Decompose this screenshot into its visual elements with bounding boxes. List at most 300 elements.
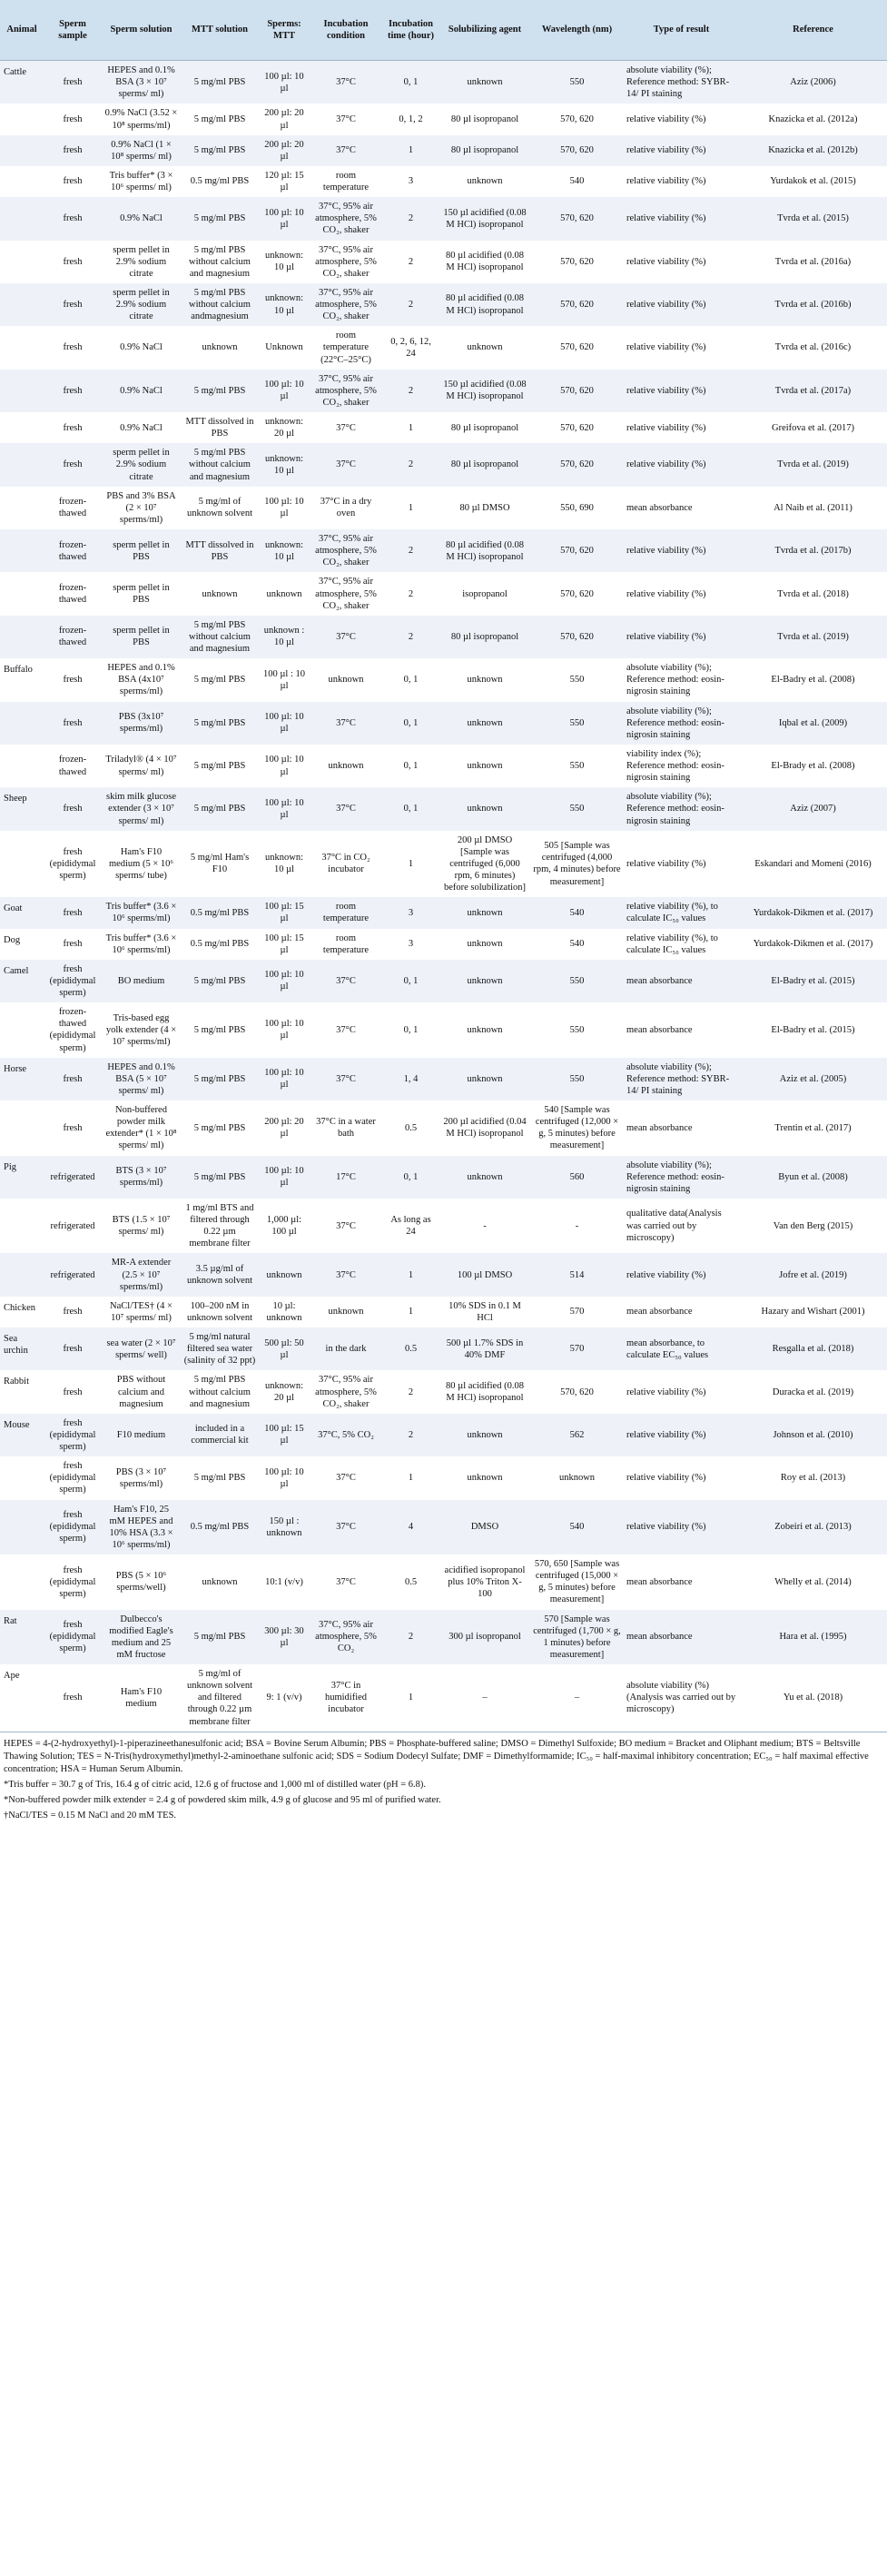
reference-cell: Greifova et al. (2017) — [739, 412, 887, 443]
incubation-condition-cell: 37°C, 95% air atmosphere, 5% CO₂, shaker — [310, 572, 382, 615]
reference-cell: Tvrda et al. (2015) — [739, 197, 887, 240]
mtt-solution-cell: 5 mg/ml PBS — [181, 960, 259, 1002]
result-type-cell: relative viability (%) — [624, 616, 739, 658]
sample-cell: fresh — [44, 412, 102, 443]
reference-cell: Hara et al. (1995) — [739, 1610, 887, 1665]
mtt-solution-cell: unknown — [181, 1554, 259, 1610]
result-type-cell: mean absorbance, to calculate EC₅₀ values — [624, 1327, 739, 1370]
incubation-condition-cell: 37°C in a water bath — [310, 1100, 382, 1156]
table-row — [0, 1610, 887, 1665]
sample-cell: frozen-thawed — [44, 529, 102, 572]
ratio-cell: 10 µl: unknown — [259, 1297, 310, 1327]
incubation-condition-cell: 37°C in a dry oven — [310, 487, 382, 529]
mtt-solution-cell: 5 mg/ml of unknown solvent and filtered through 0.22 µm membrane filter — [181, 1664, 259, 1732]
incubation-condition-cell: 37°C — [310, 1554, 382, 1610]
incubation-time-cell: 0, 1 — [382, 61, 439, 104]
reference-cell: Resgalla et al. (2018) — [739, 1327, 887, 1370]
table-row — [0, 1002, 887, 1058]
wavelength-cell: 570 — [530, 1327, 624, 1370]
sperm-solution-cell: Ham's F10, 25 mM HEPES and 10% HSA (3.3 × 10⁶ sperms/ml) — [102, 1500, 181, 1555]
incubation-time-cell: 2 — [382, 443, 439, 486]
ratio-cell: 120 µl: 15 µl — [259, 166, 310, 197]
table-row — [0, 370, 887, 412]
wavelength-cell: 550 — [530, 745, 624, 787]
table-row — [0, 197, 887, 240]
incubation-time-cell: 0.5 — [382, 1100, 439, 1156]
solubilizing-agent-cell: 200 µl acidified (0.04 M HCl) isopropanol — [439, 1100, 530, 1156]
wavelength-cell: 570, 620 — [530, 241, 624, 283]
mtt-solution-cell: 5 mg/ml PBS — [181, 658, 259, 701]
wavelength-cell: 514 — [530, 1253, 624, 1296]
sperm-solution-cell: PBS (3 × 10⁷ sperms/ml) — [102, 1456, 181, 1499]
table-row — [0, 166, 887, 197]
table-row — [0, 241, 887, 283]
animal-cell: Goat — [0, 897, 44, 928]
incubation-time-cell: 0, 2, 6, 12, 24 — [382, 326, 439, 369]
sperm-solution-cell: 0.9% NaCl — [102, 197, 181, 240]
incubation-time-cell: 0, 1 — [382, 960, 439, 1002]
ratio-cell: 100 µl: 10 µl — [259, 1058, 310, 1100]
reference-cell: Tvrda et al. (2017b) — [739, 529, 887, 572]
wavelength-cell: 540 [Sample was centrifuged (12,000 × g, 5 minutes) before measurement] — [530, 1100, 624, 1156]
sample-cell: fresh — [44, 1100, 102, 1156]
result-type-cell: absolute viability (%) (Analysis was carried out by microscopy) — [624, 1664, 739, 1732]
reference-cell: Zobeiri et al. (2013) — [739, 1500, 887, 1555]
ratio-cell: 200 µl: 20 µl — [259, 104, 310, 134]
reference-cell: Jofre et al. (2019) — [739, 1253, 887, 1296]
wavelength-cell: 570, 650 [Sample was centrifuged (15,000 × g, 5 minutes) before measurement] — [530, 1554, 624, 1610]
solubilizing-agent-cell: 80 µl acidified (0.08 M HCl) isopropanol — [439, 241, 530, 283]
wavelength-cell: unknown — [530, 1456, 624, 1499]
mtt-solution-cell: 5 mg/ml PBS without calcium andmagnesium — [181, 283, 259, 326]
sperm-solution-cell: PBS (3x10⁷ sperms/ml) — [102, 702, 181, 745]
mtt-solution-cell: 5 mg/ml PBS — [181, 1610, 259, 1665]
result-type-cell: relative viability (%) — [624, 104, 739, 134]
incubation-time-cell: 2 — [382, 283, 439, 326]
animal-cell — [0, 166, 44, 197]
incubation-condition-cell: 37°C, 95% air atmosphere, 5% CO₂, shaker — [310, 529, 382, 572]
wavelength-cell: 562 — [530, 1414, 624, 1456]
ratio-cell: 100 µl: 10 µl — [259, 960, 310, 1002]
animal-cell: Pig — [0, 1156, 44, 1199]
wavelength-cell: 570, 620 — [530, 326, 624, 369]
wavelength-cell: 540 — [530, 897, 624, 928]
ratio-cell: unknown: 10 µl — [259, 831, 310, 898]
mtt-solution-cell: 5 mg/ml PBS without calcium and magnesium — [181, 1370, 259, 1413]
column-header: Solubilizing agent — [439, 0, 530, 61]
reference-cell: Hazary and Wishart (2001) — [739, 1297, 887, 1327]
ratio-cell: 100 µl : 10 µl — [259, 658, 310, 701]
solubilizing-agent-cell: 150 µl acidified (0.08 M HCl) isopropanol — [439, 197, 530, 240]
sample-cell: frozen-thawed (epididymal sperm) — [44, 1002, 102, 1058]
sample-cell: fresh — [44, 135, 102, 166]
solubilizing-agent-cell: 80 µl DMSO — [439, 487, 530, 529]
mtt-solution-cell: 5 mg/ml PBS — [181, 787, 259, 830]
sperm-solution-cell: Triladyl® (4 × 10⁷ sperms/ ml) — [102, 745, 181, 787]
solubilizing-agent-cell: unknown — [439, 326, 530, 369]
ratio-cell: unknown: 10 µl — [259, 529, 310, 572]
incubation-time-cell: 0.5 — [382, 1554, 439, 1610]
reference-cell: Johnson et al. (2010) — [739, 1414, 887, 1456]
table-row — [0, 487, 887, 529]
reference-cell: Tvrda et al. (2017a) — [739, 370, 887, 412]
animal-cell — [0, 616, 44, 658]
mtt-solution-cell: unknown — [181, 572, 259, 615]
result-type-cell: relative viability (%) — [624, 1370, 739, 1413]
solubilizing-agent-cell: - — [439, 1199, 530, 1254]
incubation-time-cell: 1 — [382, 487, 439, 529]
ratio-cell: unknown: 10 µl — [259, 283, 310, 326]
incubation-time-cell: 2 — [382, 572, 439, 615]
sample-cell: fresh (epididymal sperm) — [44, 1414, 102, 1456]
wavelength-cell: 570, 620 — [530, 572, 624, 615]
animal-cell — [0, 283, 44, 326]
incubation-time-cell: 1 — [382, 412, 439, 443]
sample-cell: fresh — [44, 61, 102, 104]
incubation-time-cell: 0, 1 — [382, 1156, 439, 1199]
incubation-condition-cell: 37°C, 95% air atmosphere, 5% CO₂, shaker — [310, 241, 382, 283]
solubilizing-agent-cell: 80 µl acidified (0.08 M HCl) isopropanol — [439, 529, 530, 572]
ratio-cell: 100 µl: 10 µl — [259, 702, 310, 745]
result-type-cell: absolute viability (%); Reference method: eosin-nigrosin staining — [624, 787, 739, 830]
sperm-solution-cell: MR-A extender (2.5 × 10⁷ sperms/ml) — [102, 1253, 181, 1296]
sample-cell: frozen-thawed — [44, 487, 102, 529]
reference-cell: Byun et al. (2008) — [739, 1156, 887, 1199]
reference-cell: Yurdakok et al. (2015) — [739, 166, 887, 197]
table-row — [0, 1370, 887, 1413]
animal-cell: Camel — [0, 960, 44, 1002]
wavelength-cell: - — [530, 1199, 624, 1254]
result-type-cell: relative viability (%) — [624, 197, 739, 240]
table-row — [0, 897, 887, 928]
wavelength-cell: 570, 620 — [530, 529, 624, 572]
wavelength-cell: 570, 620 — [530, 135, 624, 166]
result-type-cell: mean absorbance — [624, 1002, 739, 1058]
reference-cell: Duracka et al. (2019) — [739, 1370, 887, 1413]
sample-cell: fresh — [44, 1370, 102, 1413]
sperm-solution-cell: sea water (2 × 10⁷ sperms/ well) — [102, 1327, 181, 1370]
ratio-cell: unknown: 20 µl — [259, 412, 310, 443]
solubilizing-agent-cell: 80 µl isopropanol — [439, 443, 530, 486]
sperm-solution-cell: Tris buffer* (3 × 10⁶ sperms/ ml) — [102, 166, 181, 197]
mtt-solution-cell: 5 mg/ml PBS without calcium and magnesium — [181, 616, 259, 658]
ratio-cell: 100 µl: 10 µl — [259, 197, 310, 240]
table-row — [0, 1297, 887, 1327]
mtt-solution-cell: 5 mg/ml PBS — [181, 370, 259, 412]
footnote: *Tris buffer = 30.7 g of Tris, 16.4 g of citric acid, 12.6 g of fructose and 1,000 ml of distilled water (pH = 6.8). — [4, 1780, 427, 1791]
ratio-cell: 150 µl : unknown — [259, 1500, 310, 1555]
result-type-cell: relative viability (%) — [624, 572, 739, 615]
solubilizing-agent-cell: 80 µl acidified (0.08 M HCl) isopropanol — [439, 283, 530, 326]
sample-cell: frozen-thawed — [44, 572, 102, 615]
sperm-solution-cell: BO medium — [102, 960, 181, 1002]
result-type-cell: relative viability (%) — [624, 1253, 739, 1296]
table-row — [0, 283, 887, 326]
incubation-condition-cell: room temperature — [310, 166, 382, 197]
wavelength-cell: 570, 620 — [530, 443, 624, 486]
wavelength-cell: 540 — [530, 166, 624, 197]
incubation-condition-cell: 37°C, 95% air atmosphere, 5% CO₂, shaker — [310, 1370, 382, 1413]
incubation-condition-cell: 37°C — [310, 443, 382, 486]
mtt-solution-cell: 5 mg/ml PBS — [181, 1456, 259, 1499]
solubilizing-agent-cell: 80 µl isopropanol — [439, 135, 530, 166]
animal-cell: Rat — [0, 1610, 44, 1665]
result-type-cell: relative viability (%), to calculate IC₅₀ values — [624, 929, 739, 960]
sperm-solution-cell: F10 medium — [102, 1414, 181, 1456]
result-type-cell: relative viability (%) — [624, 1456, 739, 1499]
solubilizing-agent-cell: unknown — [439, 1414, 530, 1456]
incubation-time-cell: 1 — [382, 135, 439, 166]
incubation-condition-cell: 37°C in CO₂ incubator — [310, 831, 382, 898]
incubation-time-cell: 1 — [382, 1297, 439, 1327]
incubation-condition-cell: room temperature (22°C–25°C) — [310, 326, 382, 369]
sperm-solution-cell: PBS without calcium and magnesium — [102, 1370, 181, 1413]
incubation-time-cell: 0, 1 — [382, 745, 439, 787]
incubation-time-cell: 2 — [382, 370, 439, 412]
sample-cell: fresh — [44, 166, 102, 197]
incubation-condition-cell: 37°C, 95% air atmosphere, 5% CO₂, shaker — [310, 283, 382, 326]
mtt-solution-cell: MTT dissolved in PBS — [181, 529, 259, 572]
result-type-cell: mean absorbance — [624, 1554, 739, 1610]
sample-cell: fresh — [44, 1297, 102, 1327]
sperm-solution-cell: Ham's F10 medium — [102, 1664, 181, 1732]
mtt-solution-cell: 3.5 µg/ml of unknown solvent — [181, 1253, 259, 1296]
solubilizing-agent-cell: unknown — [439, 658, 530, 701]
sample-cell: fresh — [44, 104, 102, 134]
incubation-condition-cell: 37°C — [310, 412, 382, 443]
sample-cell: fresh — [44, 197, 102, 240]
ratio-cell: unknown : 10 µl — [259, 616, 310, 658]
sperm-solution-cell: HEPES and 0.1% BSA (4x10⁷ sperms/ml) — [102, 658, 181, 701]
sperm-solution-cell: sperm pellet in PBS — [102, 616, 181, 658]
incubation-condition-cell: 37°C, 5% CO₂ — [310, 1414, 382, 1456]
mtt-solution-cell: 5 mg/ml PBS — [181, 1100, 259, 1156]
table-row — [0, 1199, 887, 1254]
animal-cell: Horse — [0, 1058, 44, 1100]
solubilizing-agent-cell: unknown — [439, 929, 530, 960]
animal-cell: Chicken — [0, 1297, 44, 1327]
solubilizing-agent-cell: unknown — [439, 787, 530, 830]
incubation-time-cell: 2 — [382, 616, 439, 658]
mtt-solution-cell: 5 mg/ml PBS — [181, 197, 259, 240]
animal-cell — [0, 529, 44, 572]
ratio-cell: 100 µl: 15 µl — [259, 929, 310, 960]
table-row — [0, 104, 887, 134]
ratio-cell: 100 µl: 10 µl — [259, 1456, 310, 1499]
sample-cell: fresh — [44, 787, 102, 830]
sample-cell: frozen-thawed — [44, 616, 102, 658]
table-row — [0, 658, 887, 701]
table-row — [0, 1253, 887, 1296]
result-type-cell: relative viability (%) — [624, 831, 739, 898]
sample-cell: fresh (epididymal sperm) — [44, 831, 102, 898]
wavelength-cell: 570 — [530, 1297, 624, 1327]
sample-cell: refrigerated — [44, 1156, 102, 1199]
table-row — [0, 1414, 887, 1456]
incubation-time-cell: 0, 1, 2 — [382, 104, 439, 134]
animal-cell — [0, 1002, 44, 1058]
solubilizing-agent-cell: unknown — [439, 897, 530, 928]
footnote: *Non-buffered powder milk extender = 2.4 g of powdered skim milk, 4.9 g of glucose and 95 ml of purified water. — [4, 1795, 441, 1806]
sample-cell: fresh — [44, 702, 102, 745]
sample-cell: fresh (epididymal sperm) — [44, 1610, 102, 1665]
incubation-condition-cell: 37°C — [310, 787, 382, 830]
incubation-condition-cell: 37°C — [310, 1253, 382, 1296]
incubation-condition-cell: unknown — [310, 658, 382, 701]
sample-cell: fresh — [44, 326, 102, 369]
reference-cell: El-Badry et al. (2015) — [739, 1002, 887, 1058]
result-type-cell: absolute viability (%); Reference method: eosin-nigrosin staining — [624, 1156, 739, 1199]
ratio-cell: 100 µl: 10 µl — [259, 787, 310, 830]
column-header: Type of result — [624, 0, 739, 61]
wavelength-cell: 570, 620 — [530, 370, 624, 412]
solubilizing-agent-cell: DMSO — [439, 1500, 530, 1555]
sample-cell: fresh — [44, 658, 102, 701]
result-type-cell: absolute viability (%); Reference method: eosin-nigrosin staining — [624, 702, 739, 745]
sperm-solution-cell: PBS (5 × 10⁶ sperms/well) — [102, 1554, 181, 1610]
animal-cell — [0, 745, 44, 787]
column-header: Animal — [0, 0, 44, 61]
ratio-cell: 9: 1 (v/v) — [259, 1664, 310, 1732]
wavelength-cell: 570, 620 — [530, 1370, 624, 1413]
sperm-solution-cell: HEPES and 0.1% BSA (5 × 10⁷ sperms/ ml) — [102, 1058, 181, 1100]
sperm-solution-cell: 0.9% NaCl — [102, 326, 181, 369]
animal-cell — [0, 326, 44, 369]
reference-cell: Knazicka et al. (2012a) — [739, 104, 887, 134]
animal-cell — [0, 1253, 44, 1296]
reference-cell: Tvrda et al. (2016c) — [739, 326, 887, 369]
solubilizing-agent-cell: 80 µl isopropanol — [439, 616, 530, 658]
table-row — [0, 443, 887, 486]
table-row — [0, 960, 887, 1002]
reference-cell: Yurdakok-Dikmen et al. (2017) — [739, 929, 887, 960]
wavelength-cell: 570, 620 — [530, 616, 624, 658]
incubation-time-cell: 2 — [382, 241, 439, 283]
ratio-cell: 100 µl: 10 µl — [259, 1002, 310, 1058]
sample-cell: frozen-thawed — [44, 745, 102, 787]
mtt-solution-cell: 5 mg/ml PBS — [181, 702, 259, 745]
reference-cell: Al Naib et al. (2011) — [739, 487, 887, 529]
incubation-time-cell: 1 — [382, 1253, 439, 1296]
mtt-solution-cell: MTT dissolved in PBS — [181, 412, 259, 443]
animal-cell — [0, 1100, 44, 1156]
wavelength-cell: 550 — [530, 960, 624, 1002]
sperm-solution-cell: 0.9% NaCl — [102, 412, 181, 443]
reference-cell: El-Badry et al. (2015) — [739, 960, 887, 1002]
table-footnotes — [0, 1732, 887, 1830]
table-row — [0, 1664, 887, 1732]
solubilizing-agent-cell: unknown — [439, 1456, 530, 1499]
incubation-condition-cell: 17°C — [310, 1156, 382, 1199]
wavelength-cell: 550, 690 — [530, 487, 624, 529]
solubilizing-agent-cell: acidified isopropanol plus 10% Triton X-100 — [439, 1554, 530, 1610]
reference-cell: El-Brady et al. (2008) — [739, 745, 887, 787]
wavelength-cell: 570, 620 — [530, 412, 624, 443]
ratio-cell: 100 µl: 10 µl — [259, 745, 310, 787]
mtt-solution-cell: included in a commercial kit — [181, 1414, 259, 1456]
animal-cell — [0, 702, 44, 745]
animal-cell — [0, 241, 44, 283]
mtt-solution-cell: 5 mg/ml PBS — [181, 104, 259, 134]
wavelength-cell: 550 — [530, 1002, 624, 1058]
incubation-condition-cell: in the dark — [310, 1327, 382, 1370]
table-row — [0, 1156, 887, 1199]
wavelength-cell: 550 — [530, 61, 624, 104]
reference-cell: Tvrda et al. (2018) — [739, 572, 887, 615]
ratio-cell: unknown — [259, 1253, 310, 1296]
incubation-time-cell: 2 — [382, 1414, 439, 1456]
wavelength-cell: 505 [Sample was centrifuged (4,000 rpm, 4 minutes) before measurement] — [530, 831, 624, 898]
sperm-solution-cell: Non-buffered powder milk extender* (1 × 10⁸ sperms/ ml) — [102, 1100, 181, 1156]
result-type-cell: mean absorbance — [624, 1297, 739, 1327]
ratio-cell: 100 µl: 10 µl — [259, 1156, 310, 1199]
result-type-cell: relative viability (%) — [624, 1414, 739, 1456]
sperm-solution-cell: skim milk glucose extender (3 × 10⁷ sperms/ ml) — [102, 787, 181, 830]
sample-cell: fresh (epididymal sperm) — [44, 1456, 102, 1499]
table-row — [0, 412, 887, 443]
solubilizing-agent-cell: – — [439, 1664, 530, 1732]
result-type-cell: relative viability (%) — [624, 1500, 739, 1555]
incubation-condition-cell: room temperature — [310, 929, 382, 960]
sample-cell: fresh (epididymal sperm) — [44, 960, 102, 1002]
sperm-solution-cell: Tris-based egg yolk extender (4 × 10⁷ sperms/ml) — [102, 1002, 181, 1058]
solubilizing-agent-cell: 300 µl isopropanol — [439, 1610, 530, 1665]
incubation-condition-cell: 37°C — [310, 1500, 382, 1555]
sperm-solution-cell: NaCl/TES† (4 × 10⁷ sperms/ ml) — [102, 1297, 181, 1327]
reference-cell: Trentin et al. (2017) — [739, 1100, 887, 1156]
animal-cell — [0, 412, 44, 443]
animal-cell — [0, 572, 44, 615]
table-row — [0, 135, 887, 166]
table-row — [0, 529, 887, 572]
incubation-condition-cell: 37°C — [310, 960, 382, 1002]
incubation-time-cell: 2 — [382, 529, 439, 572]
sample-cell: fresh — [44, 1664, 102, 1732]
solubilizing-agent-cell: unknown — [439, 1058, 530, 1100]
animal-cell — [0, 1199, 44, 1254]
animal-cell: Sea urchin — [0, 1327, 44, 1370]
reference-cell: Yu et al. (2018) — [739, 1664, 887, 1732]
animal-cell — [0, 370, 44, 412]
column-header: Sperms: MTT — [259, 0, 310, 61]
sperm-solution-cell: Ham's F10 medium (5 × 10⁶ sperms/ tube) — [102, 831, 181, 898]
animal-cell: Ape — [0, 1664, 44, 1732]
reference-cell: Tvrda et al. (2016a) — [739, 241, 887, 283]
reference-cell: Roy et al. (2013) — [739, 1456, 887, 1499]
reference-cell: Tvrda et al. (2019) — [739, 616, 887, 658]
solubilizing-agent-cell: isopropanol — [439, 572, 530, 615]
ratio-cell: unknown — [259, 572, 310, 615]
incubation-condition-cell: unknown — [310, 1297, 382, 1327]
incubation-condition-cell: 37°C, 95% air atmosphere, 5% CO₂, shaker — [310, 197, 382, 240]
incubation-time-cell: 3 — [382, 897, 439, 928]
animal-cell — [0, 1554, 44, 1610]
table-row — [0, 616, 887, 658]
incubation-time-cell: 1, 4 — [382, 1058, 439, 1100]
wavelength-cell: 550 — [530, 787, 624, 830]
reference-cell: Aziz et al. (2005) — [739, 1058, 887, 1100]
solubilizing-agent-cell: 500 µl 1.7% SDS in 40% DMF — [439, 1327, 530, 1370]
reference-cell: Eskandari and Momeni (2016) — [739, 831, 887, 898]
mtt-solution-cell: 0.5 mg/ml PBS — [181, 1500, 259, 1555]
mtt-solution-cell: 5 mg/ml PBS without calcium and magnesium — [181, 241, 259, 283]
animal-cell: Rabbit — [0, 1370, 44, 1413]
incubation-time-cell: 0, 1 — [382, 702, 439, 745]
mtt-solution-cell: 1 mg/ml BTS and filtered through 0.22 µm membrane filter — [181, 1199, 259, 1254]
table-row — [0, 1500, 887, 1555]
sperm-solution-cell: 0.9% NaCl (1 × 10⁸ sperms/ ml) — [102, 135, 181, 166]
wavelength-cell: 540 — [530, 929, 624, 960]
